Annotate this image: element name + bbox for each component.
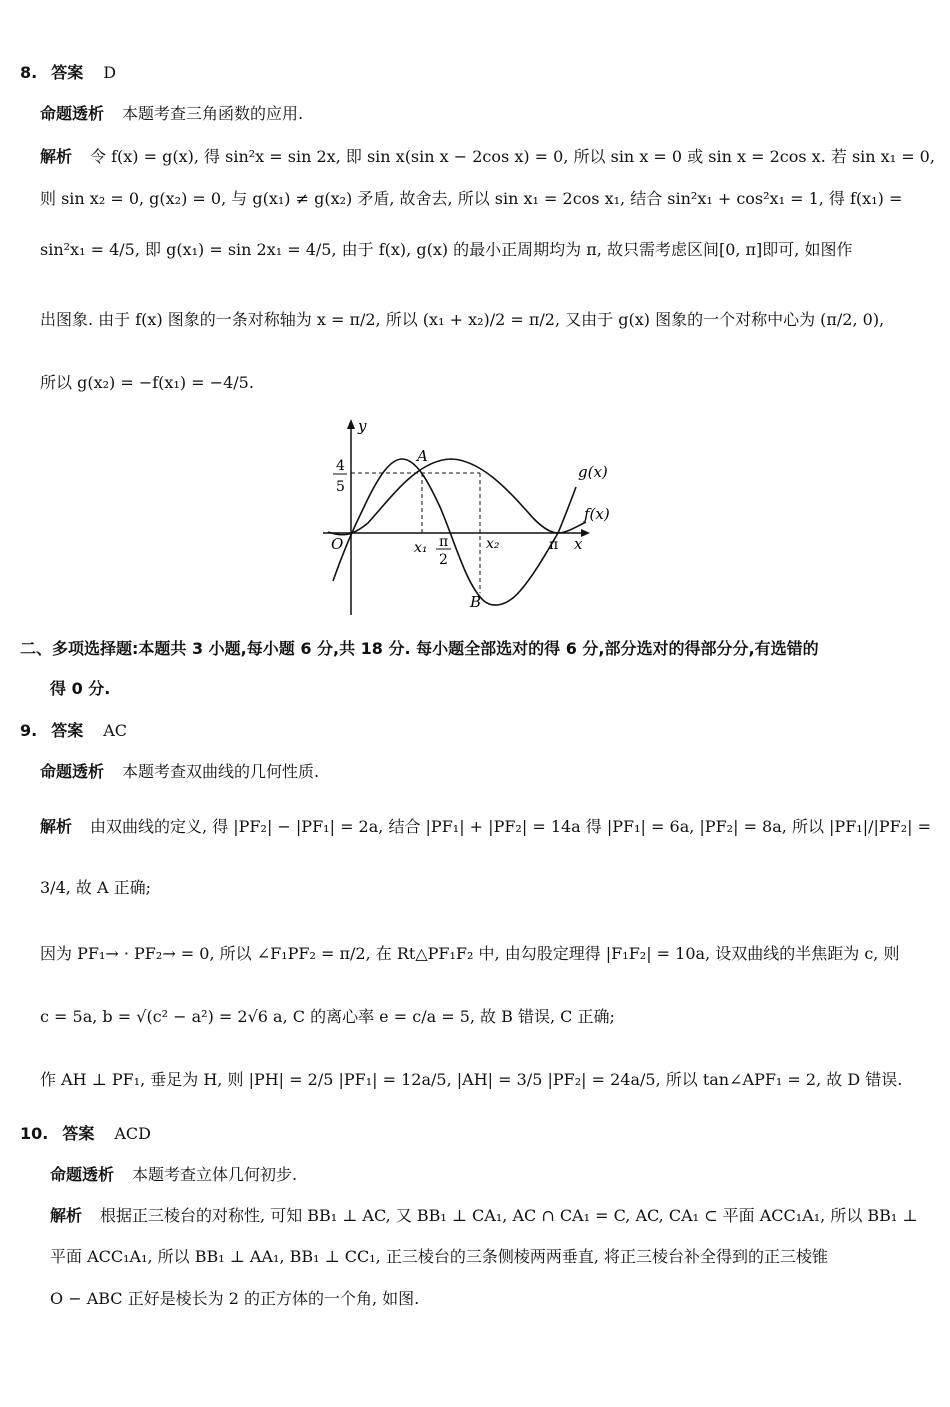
q9-analysis-label: 解析 [40, 817, 73, 836]
q8-text-1: 令 f(x) = g(x), 得 sin²x = sin 2x, 即 sin x(sin x − 2cos x) = 0, 所以 sin x = 0 或 sin x = 2cos x. 若 sin x₁ = 0, [90, 147, 935, 166]
g-label: g(x) [578, 463, 608, 481]
q8-intent: 本题考查三角函数的应用. [122, 104, 304, 123]
q8-analysis-line-4: 出图象. 由于 f(x) 图象的一条对称轴为 x = π/2, 所以 (x₁ + x₂)/2 = π/2, 又由于 g(x) 图象的一个对称中心为 (π/2, 0), [40, 310, 885, 329]
q9-analysis-line-2: 3/4, 故 A 正确; [40, 878, 152, 897]
g-curve [333, 459, 576, 605]
q10-intent-row [50, 1164, 297, 1186]
section2-heading-line-1: 二、多项选择题:本题共 3 小题,每小题 6 分,共 18 分. 每小题全部选对的得 6 分,部分选对的得部分分,有选错的 [20, 639, 819, 658]
q10-number: 10. [20, 1124, 49, 1143]
y-axis-arrow [347, 419, 355, 429]
q8-analysis-label: 解析 [40, 147, 73, 166]
q9-answer-row [20, 720, 127, 742]
q10-analysis-line-1 [50, 1205, 917, 1227]
q10-intent-label: 命题透析 [50, 1165, 115, 1184]
q10-analysis-line-3: O − ABC 正好是棱长为 2 的正方体的一个角, 如图. [50, 1289, 420, 1308]
q8-analysis-line-2: 则 sin x₂ = 0, g(x₂) = 0, 与 g(x₁) ≠ g(x₂) 矛盾, 故舍去, 所以 sin x₁ = 2cos x₁, 结合 sin²x₁ + cos²x₁ = 1, 得 f(x₁) = [40, 189, 903, 208]
q9-text-1: 由双曲线的定义, 得 |PF₂| − |PF₁| = 2a, 结合 |PF₁| + |PF₂| = 14a 得 |PF₁| = 6a, |PF₂| = 8a, 所以 |PF₁|/|PF₂| = [90, 817, 932, 836]
q9-answer: AC [103, 721, 128, 740]
x2-label: x₂ [486, 536, 500, 552]
q9-analysis-line-4: c = 5a, b = √(c² − a²) = 2√6 a, C 的离心率 e = c/a = 5, 故 B 错误, C 正确; [40, 1007, 615, 1026]
tick-4: 4 [336, 458, 345, 474]
pi-half-num: π [439, 534, 449, 550]
q9-analysis-line-3: 因为 PF₁→ · PF₂→ = 0, 所以 ∠F₁PF₂ = π/2, 在 Rt△PF₁F₂ 中, 由勾股定理得 |F₁F₂| = 10a, 设双曲线的半焦距为 c, 则 [40, 944, 900, 963]
q10-analysis-label: 解析 [50, 1206, 83, 1225]
f-label: f(x) [584, 505, 610, 523]
y-axis-label: y [358, 417, 367, 435]
q8-analysis-line-3: sin²x₁ = 4/5, 即 g(x₁) = sin 2x₁ = 4/5, 由于 f(x), g(x) 的最小正周期均为 π, 故只需考虑区间[0, π]即可, 如图作 [40, 240, 853, 259]
q9-intent-label: 命题透析 [40, 762, 105, 781]
q9-intent-row [40, 761, 319, 783]
f-curve [328, 459, 586, 535]
q10-text-1: 根据正三棱台的对称性, 可知 BB₁ ⊥ AC, 又 BB₁ ⊥ CA₁, AC ∩ CA₁ = C, AC, CA₁ ⊂ 平面 ACC₁A₁, 所以 BB₁ ⊥ [100, 1206, 918, 1225]
origin-label: O [331, 535, 344, 553]
x1-label: x₁ [414, 540, 428, 556]
q9-number: 9. [20, 721, 38, 740]
pi-half-den: 2 [439, 552, 448, 568]
q8-intent-row [40, 103, 303, 125]
q9-answer-label: 答案 [51, 721, 84, 740]
q8-intent-label: 命题透析 [40, 104, 105, 123]
function-graph [318, 415, 618, 620]
q10-answer-row [20, 1123, 151, 1145]
q8-analysis-line-5: 所以 g(x₂) = −f(x₁) = −4/5. [40, 373, 254, 392]
q9-analysis-line-5: 作 AH ⊥ PF₁, 垂足为 H, 则 |PH| = 2/5 |PF₁| = 12a/5, |AH| = 3/5 |PF₂| = 24a/5, 所以 tan∠APF₁ = 2, 故 D 错误. [40, 1070, 903, 1089]
q10-intent: 本题考查立体几何初步. [132, 1165, 298, 1184]
section2-heading-line-2: 得 0 分. [50, 679, 111, 698]
q8-analysis-line-1 [40, 146, 935, 168]
q8-number: 8. [20, 63, 38, 82]
q8-answer: D [103, 63, 117, 82]
pi-label: π [549, 537, 559, 553]
q9-intent: 本题考查双曲线的几何性质. [122, 762, 320, 781]
point-a-label: A [417, 447, 428, 465]
x-axis-label: x [574, 535, 583, 553]
point-b-label: B [470, 593, 482, 611]
q9-analysis-line-1 [40, 816, 931, 838]
q8-answer-row [20, 62, 116, 84]
tick-5: 5 [336, 479, 345, 495]
q10-answer: ACD [114, 1124, 151, 1143]
q8-answer-label: 答案 [51, 63, 84, 82]
q10-answer-label: 答案 [62, 1124, 95, 1143]
q10-analysis-line-2: 平面 ACC₁A₁, 所以 BB₁ ⊥ AA₁, BB₁ ⊥ CC₁, 正三棱台的三条侧棱两两垂直, 将正三棱台补全得到的正三棱锥 [50, 1247, 829, 1266]
